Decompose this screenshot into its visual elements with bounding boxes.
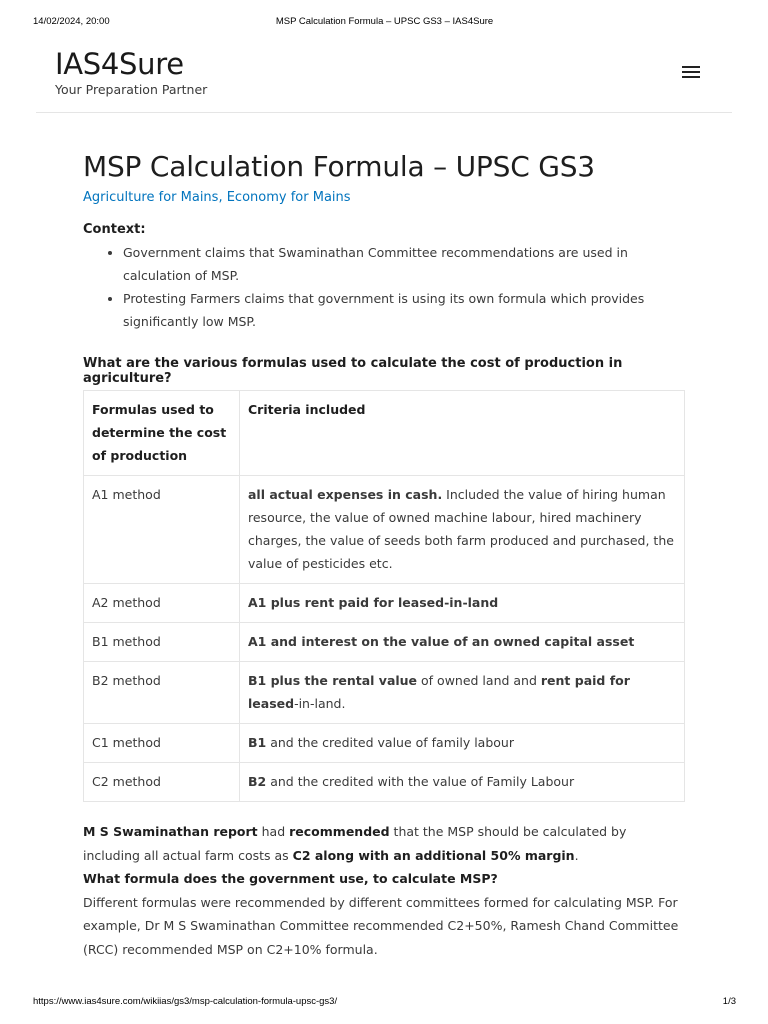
table-row [84,623,685,662]
criteria-cell [240,763,685,802]
criteria-segment: B2 [248,774,267,789]
list-item: • Government claims that Swaminathan Committee recommendations are used in calculation of MSP. [123,241,685,287]
criteria-cell [240,476,685,584]
criteria-segment: all actual expenses in cash. [248,487,443,502]
swaminathan-segment: had [257,824,290,839]
print-doc-title: MSP Calculation Formula – UPSC GS3 – IAS4Sure [275,16,494,27]
category-link-agriculture[interactable]: Agriculture for Mains [83,190,219,205]
swaminathan-segment: recommended [289,824,390,839]
swaminathan-paragraph [83,820,685,867]
cost-formula-table [83,390,685,802]
criteria-segment: of owned land and [417,673,541,688]
category-separator: , [218,190,227,205]
criteria-cell [240,623,685,662]
criteria-segment: -in-land. [294,696,346,711]
hamburger-menu-icon[interactable] [682,66,700,80]
context-heading: Context: [83,222,146,237]
print-footer [33,996,736,1007]
column-header-formula: Formulas used to determine the cost of production [84,391,240,476]
site-tagline: Your Preparation Partner [55,82,208,97]
method-name-cell: B1 method [84,623,240,662]
category-links [83,190,685,205]
criteria-segment: B1 [248,735,267,750]
print-date: 14/02/2024, 20:00 [33,16,110,27]
site-header [55,44,700,104]
criteria-segment: rent paid for leased [248,673,630,711]
criteria-segment: Included the value of hiring human resource, the value of owned machine labour, hired machinery charges, the value of seeds both farm produced and purchased, the value of pesticides etc. [248,487,674,571]
swaminathan-segment: C2 along with an additional 50% margin [292,847,575,863]
question-heading: What are the various formulas used to calculate the cost of production in agriculture? [83,356,623,386]
header-divider [36,112,732,113]
criteria-segment: and the credited value of family labour [266,735,514,750]
context-list [83,241,685,333]
site-title[interactable]: IAS4Sure [55,47,184,81]
page-number: 1/3 [722,996,736,1007]
swaminathan-segment: . [574,847,579,863]
table-row [84,584,685,623]
criteria-segment: and the credited with the value of Family Labour [266,774,575,789]
swaminathan-segment: M S Swaminathan report [83,824,258,839]
criteria-segment: A1 and interest on the value of an owned capital asset [248,634,635,649]
method-name-cell: C1 method [84,724,240,763]
table-row [84,476,685,584]
column-header-criteria: Criteria included [240,391,685,476]
table-row [84,763,685,802]
method-name-cell: C2 method [84,763,240,802]
print-url: https://www.ias4sure.com/wikiias/gs3/msp-calculation-formula-upsc-gs3/ [33,996,338,1007]
table-row [84,724,685,763]
article [83,148,685,961]
list-item: • Protesting Farmers claims that government is using its own formula which provides significantly low MSP. [123,287,685,333]
method-name-cell: A1 method [84,476,240,584]
method-name-cell: B2 method [84,662,240,724]
table-header-row [84,391,685,476]
final-paragraph: Different formulas were recommended by different committees formed for calculating MSP. For example, Dr M S Swaminathan Committee recommended C2+50%, Ramesh Chand Committee (RCC) recommended MSP on C2+10% formula. [83,894,679,957]
criteria-cell [240,724,685,763]
table-row [84,662,685,724]
page-title: MSP Calculation Formula – UPSC GS3 [83,150,595,183]
swaminathan-segment: that the MSP should be calculated by including all actual farm costs as [83,824,627,863]
criteria-cell [240,662,685,724]
criteria-cell [240,584,685,623]
criteria-segment: A1 plus rent paid for leased-in-land [248,595,499,610]
method-name-cell: A2 method [84,584,240,623]
question-heading-2: What formula does the government use, to calculate MSP? [83,871,498,886]
category-link-economy[interactable]: Economy for Mains [226,190,351,205]
criteria-segment: B1 plus the rental value [248,673,418,688]
